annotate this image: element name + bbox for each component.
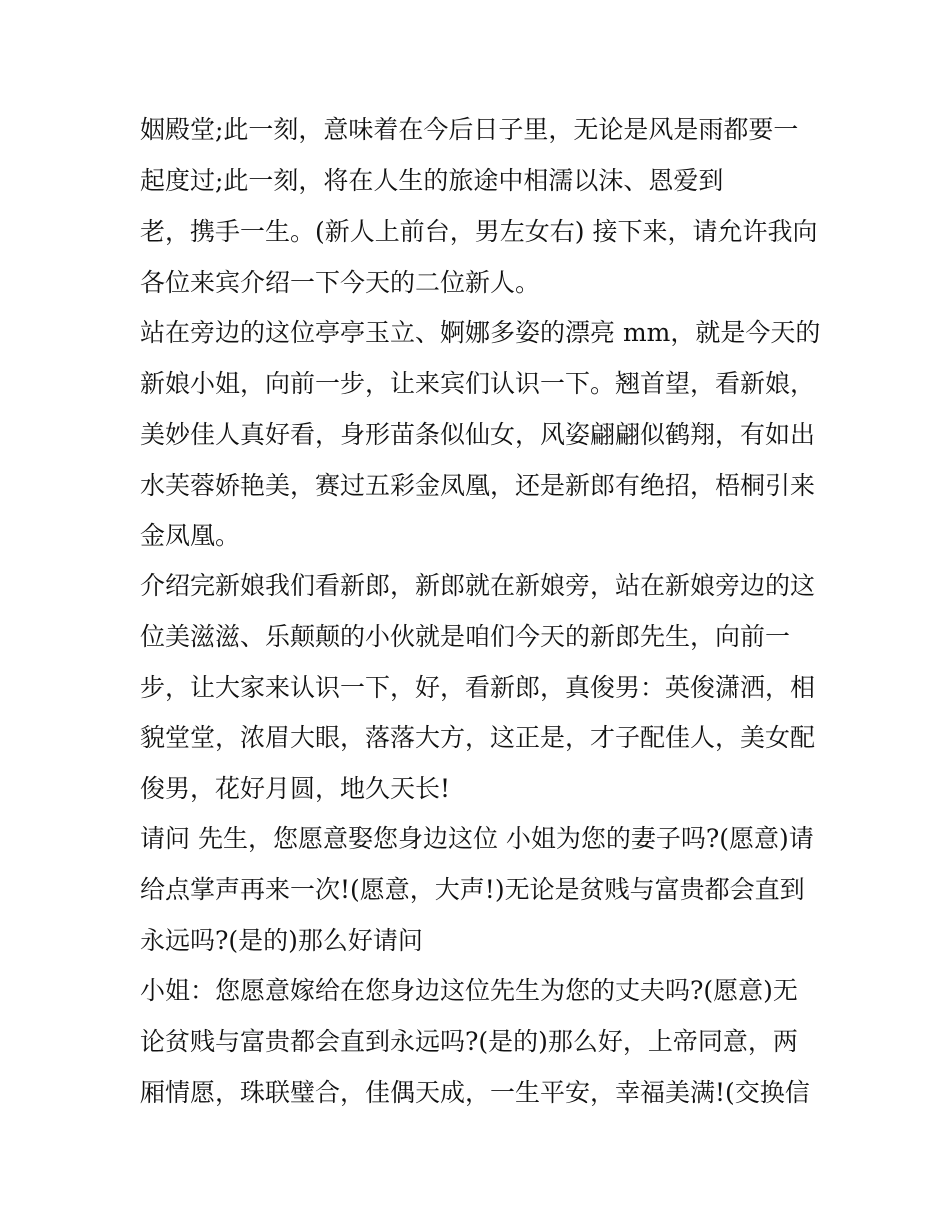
text-line: 老，携手一生。(新人上前台，男左女右) 接下来，请允许我向: [140, 217, 818, 246]
text-line: 小姐：您愿意嫁给在您身边这位先生为您的丈夫吗?(愿意)无: [140, 976, 798, 1005]
text-line: 厢情愿，珠联璧合，佳偶天成，一生平安，幸福美满!(交换信: [140, 1078, 810, 1107]
text-line: 站在旁边的这位亭亭玉立、婀娜多姿的漂亮 mm，就是今天的: [140, 318, 821, 347]
text-line: 论贫贱与富贵都会直到永远吗?(是的)那么好，上帝同意，两: [140, 1027, 798, 1056]
text-line: 水芙蓉娇艳美，赛过五彩金凤凰，还是新郎有绝招，梧桐引来: [140, 471, 816, 500]
text-line: 姻殿堂;此一刻，意味着在今后日子里，无论是风是雨都要一: [140, 115, 799, 144]
text-line: 貌堂堂，浓眉大眼，落落大方，这正是，才子配佳人，美女配: [140, 723, 816, 752]
text-line: 美妙佳人真好看，身形苗条似仙女，风姿翩翩似鹤翔，有如出: [140, 420, 816, 449]
text-line: 请问 先生，您愿意娶您身边这位 小姐为您的妻子吗?(愿意)请: [140, 824, 814, 853]
text-line: 永远吗?(是的)那么好请问: [140, 926, 423, 955]
text-line: 新娘小姐，向前一步，让来宾们认识一下。翘首望，看新娘，: [140, 369, 816, 398]
text-line: 介绍完新娘我们看新郎，新郎就在新娘旁，站在新娘旁边的这: [140, 571, 816, 600]
text-line: 步，让大家来认识一下，好，看新郎，真俊男：英俊潇洒，相: [140, 673, 816, 702]
text-line: 俊男，花好月圆，地久天长!: [140, 774, 451, 803]
text-line: 各位来宾介绍一下今天的二位新人。: [140, 268, 541, 297]
text-line: 位美滋滋、乐颠颠的小伙就是咱们今天的新郎先生，向前一: [140, 622, 791, 651]
text-line: 给点掌声再来一次!(愿意，大声!)无论是贫贱与富贵都会直到: [140, 875, 805, 904]
text-line: 金凤凰。: [140, 521, 241, 550]
text-line: 起度过;此一刻，将在人生的旅途中相濡以沫、恩爱到: [140, 166, 724, 195]
